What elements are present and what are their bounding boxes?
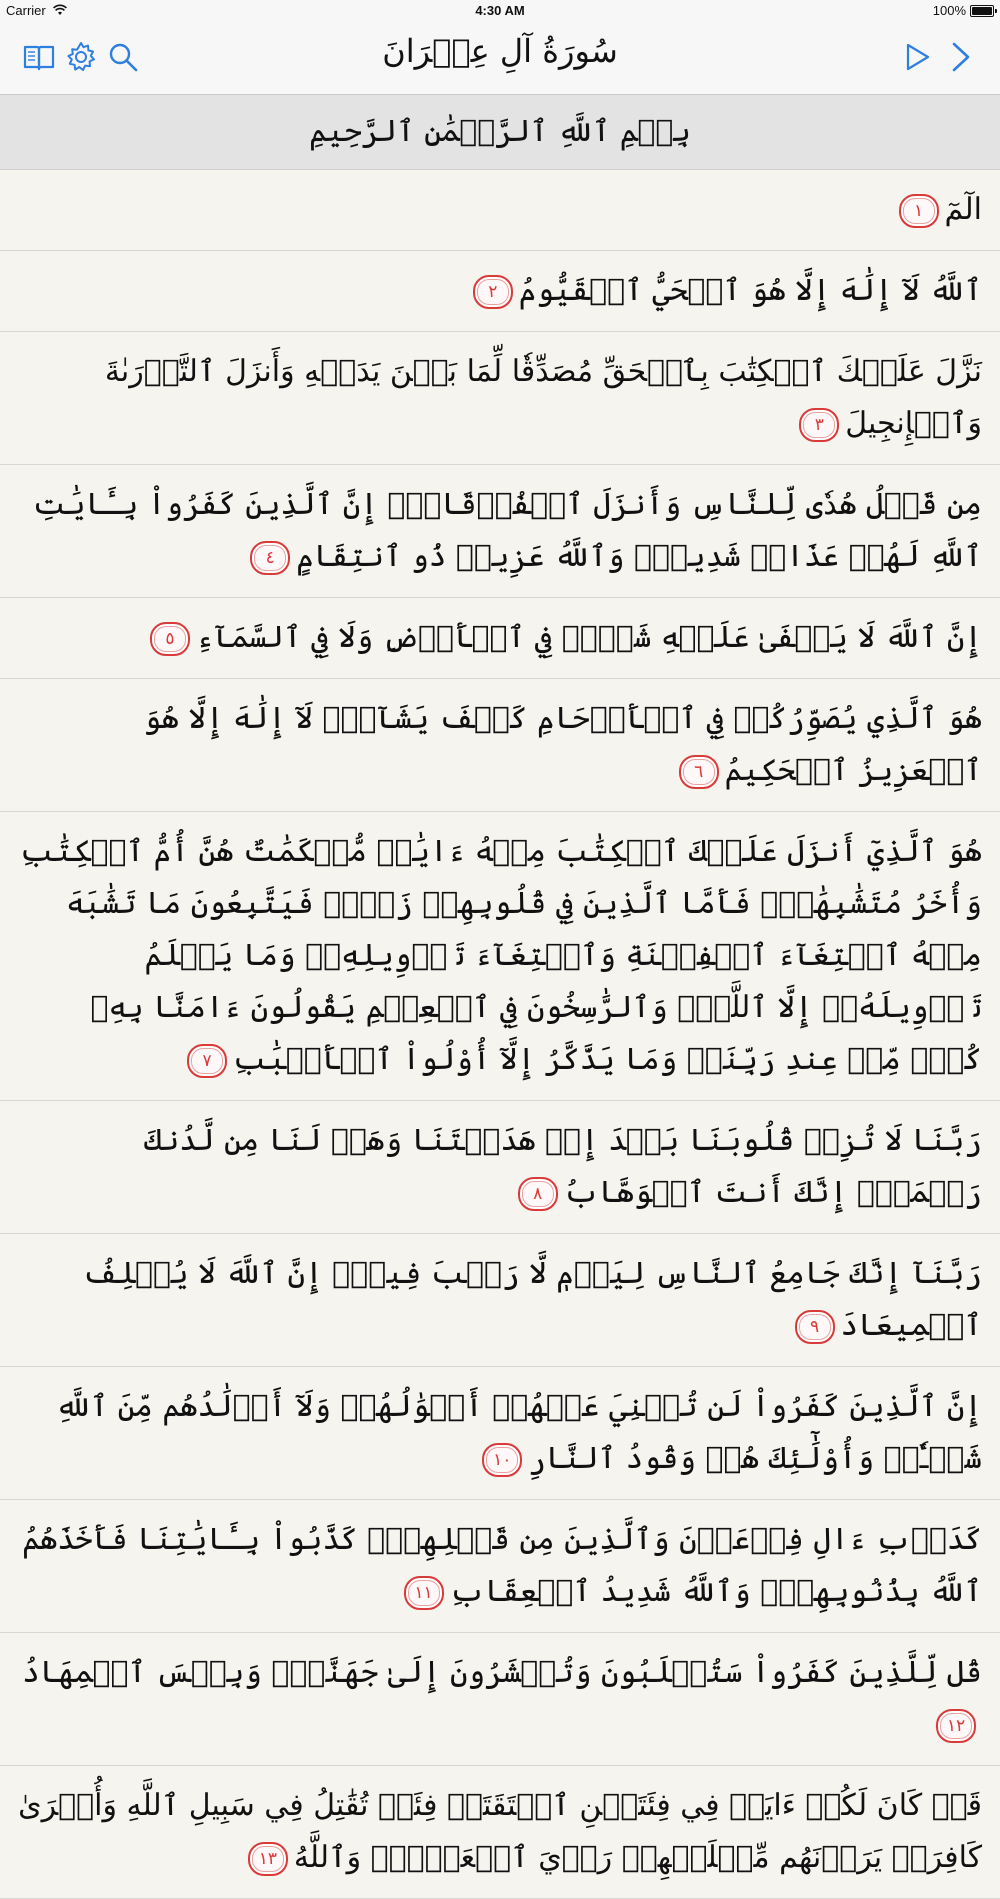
- carrier-label: Carrier: [6, 3, 46, 18]
- verse-row[interactable]: [0, 1500, 1000, 1633]
- verse-row[interactable]: [0, 1234, 1000, 1367]
- ayah-number-badge: ٥: [150, 622, 190, 656]
- ayah-number-badge: ٩: [795, 1310, 835, 1344]
- ayah-text: كَدَأۡبِ ءَالِ فِرۡعَوۡنَ وَٱلَّذِينَ مِن قَبۡلِهِمۡۚ كَذَّبُواْ بِـَٔايَٰتِنَا فَأَخَذَهُمُ ٱللَّهُ بِذُنُوبِهِمۡۗ وَٱللَّهُ شَدِيدُ ٱلۡعِقَابِ: [22, 1522, 982, 1609]
- verse-row[interactable]: [0, 679, 1000, 812]
- verse-row[interactable]: [0, 465, 1000, 598]
- verse-row[interactable]: [0, 1766, 1000, 1899]
- chevron-right-icon[interactable]: [944, 40, 978, 74]
- ayah-text: الٓمٓ: [944, 192, 982, 227]
- ayah-number-badge: ١٢: [936, 1709, 976, 1743]
- play-icon[interactable]: [900, 40, 934, 74]
- ayah-text: قُل لِّلَّذِينَ كَفَرُواْ سَتُغۡلَبُونَ وَتُحۡشَرُونَ إِلَىٰ جَهَنَّمَۖ وَبِئۡسَ ٱلۡمِهَادُ: [22, 1655, 982, 1690]
- verse-row[interactable]: [0, 598, 1000, 679]
- status-time: 4:30 AM: [475, 3, 525, 18]
- battery-icon: [970, 5, 994, 17]
- ayah-text: نَزَّلَ عَلَيۡكَ ٱلۡكِتَٰبَ بِٱلۡحَقِّ مُصَدِّقٗا لِّمَا بَيۡنَ يَدَيۡهِ وَأَنزَلَ ٱلتَّوۡرَىٰةَ وَٱلۡإِنجِيلَ: [104, 354, 982, 441]
- navigation-bar: [0, 22, 1000, 95]
- ayah-text: ٱللَّهُ لَآ إِلَٰهَ إِلَّا هُوَ ٱلۡحَيُّ ٱلۡقَيُّومُ: [518, 273, 982, 308]
- ayah-number-badge: ٦: [679, 755, 719, 789]
- ayah-number-badge: ١١: [404, 1576, 444, 1610]
- ayah-text: رَبَّنَا لَا تُزِغۡ قُلُوبَنَا بَعۡدَ إِذۡ هَدَيۡتَنَا وَهَبۡ لَنَا مِن لَّدُنكَ رَحۡمَةًۚ إِنَّكَ أَنتَ ٱلۡوَهَّابُ: [144, 1123, 982, 1210]
- ayah-text: مِن قَبۡلُ هُدٗى لِّلنَّاسِ وَأَنزَلَ ٱلۡفُرۡقَانَۗ إِنَّ ٱلَّذِينَ كَفَرُواْ بِـَٔايَٰتِ ٱللَّهِ لَهُمۡ عَذَابٞ شَدِيدٞۗ وَٱللَّهُ عَزِيزٞ ذُو ٱنتِقَامٍ: [32, 487, 982, 574]
- ayah-number-badge: ٤: [250, 541, 290, 575]
- ayah-text: إِنَّ ٱللَّهَ لَا يَخۡفَىٰ عَلَيۡهِ شَيۡءٞ فِي ٱلۡأَرۡضِ وَلَا فِي ٱلسَّمَآءِ: [195, 620, 982, 655]
- ayah-number-badge: ٧: [187, 1044, 227, 1078]
- ayah-number-badge: ٨: [518, 1177, 558, 1211]
- verse-row[interactable]: [0, 1367, 1000, 1500]
- ayah-number-badge: ١: [899, 194, 939, 228]
- ayah-number-badge: ٣: [799, 408, 839, 442]
- surah-title: سُورَةُ آلِ عِمۡرَانَ: [382, 32, 618, 70]
- ayah-text: إِنَّ ٱلَّذِينَ كَفَرُواْ لَن تُغۡنِيَ عَنۡهُمۡ أَمۡوَٰلُهُمۡ وَلَآ أَوۡلَٰدُهُم مِّنَ ٱللَّهِ شَيۡـٔٗاۖ وَأُوْلَٰٓئِكَ هُمۡ وَقُودُ ٱلنَّارِ: [55, 1389, 982, 1476]
- verse-row[interactable]: [0, 251, 1000, 332]
- verse-row[interactable]: [0, 332, 1000, 465]
- ayah-number-badge: ١٣: [248, 1842, 288, 1876]
- ayah-number-badge: ١٠: [482, 1443, 522, 1477]
- verse-row[interactable]: [0, 1101, 1000, 1234]
- battery-percent: 100%: [932, 3, 966, 18]
- verse-row[interactable]: [0, 812, 1000, 1101]
- ayah-text: رَبَّنَآ إِنَّكَ جَامِعُ ٱلنَّاسِ لِيَوۡمٖ لَّا رَيۡبَ فِيهِۚ إِنَّ ٱللَّهَ لَا يُخۡلِفُ ٱلۡمِيعَادَ: [82, 1256, 982, 1343]
- verse-row[interactable]: [0, 1633, 1000, 1766]
- ayah-text: هُوَ ٱلَّذِيٓ أَنزَلَ عَلَيۡكَ ٱلۡكِتَٰبَ مِنۡهُ ءَايَٰتٞ مُّحۡكَمَٰتٌ هُنَّ أُمُّ ٱلۡكِتَٰبِ وَأُخَرُ مُتَشَٰبِهَٰتٞۖ فَأَمَّا ٱلَّذِينَ فِي قُلُوبِهِمۡ زَيۡغٞ فَيَتَّبِعُونَ مَا تَشَٰبَهَ مِنۡهُ ٱبۡتِغَآءَ ٱلۡفِتۡنَةِ وَٱبۡتِغَآءَ تَأۡوِيلِهِۦۗ وَمَا يَعۡلَمُ تَأۡوِيلَهُۥٓ إِلَّا ٱللَّهُۗ وَٱلرَّٰسِخُونَ فِي ٱلۡعِلۡمِ يَقُولُونَ ءَامَنَّا بِهِۦ كُلّٞ مِّنۡ عِندِ رَبِّنَاۗ وَمَا يَذَّكَّرُ إِلَّآ أُوْلُواْ ٱلۡأَلۡبَٰبِ: [20, 834, 982, 1077]
- verse-row[interactable]: [0, 170, 1000, 251]
- status-bar: [0, 0, 1000, 22]
- bismillah-header: بِسۡمِ ٱللَّهِ ٱلرَّحۡمَٰنِ ٱلرَّحِيمِ: [0, 95, 1000, 170]
- ayah-number-badge: ٢: [473, 275, 513, 309]
- ayah-text: قَدۡ كَانَ لَكُمۡ ءَايَةٞ فِي فِئَتَيۡنِ ٱلۡتَقَتَاۖ فِئَةٞ تُقَٰتِلُ فِي سَبِيلِ ٱللَّهِ وَأُخۡرَىٰ كَافِرَةٞ يَرَوۡنَهُم مِّثۡلَيۡهِمۡ رَأۡيَ ٱلۡعَيۡنِۚ وَٱللَّهُ: [18, 1788, 982, 1875]
- verse-list[interactable]: [0, 170, 1000, 1875]
- ayah-text: هُوَ ٱلَّذِي يُصَوِّرُكُمۡ فِي ٱلۡأَرۡحَامِ كَيۡفَ يَشَآءُۚ لَآ إِلَٰهَ إِلَّا هُوَ ٱلۡعَزِيزُ ٱلۡحَكِيمُ: [143, 701, 982, 788]
